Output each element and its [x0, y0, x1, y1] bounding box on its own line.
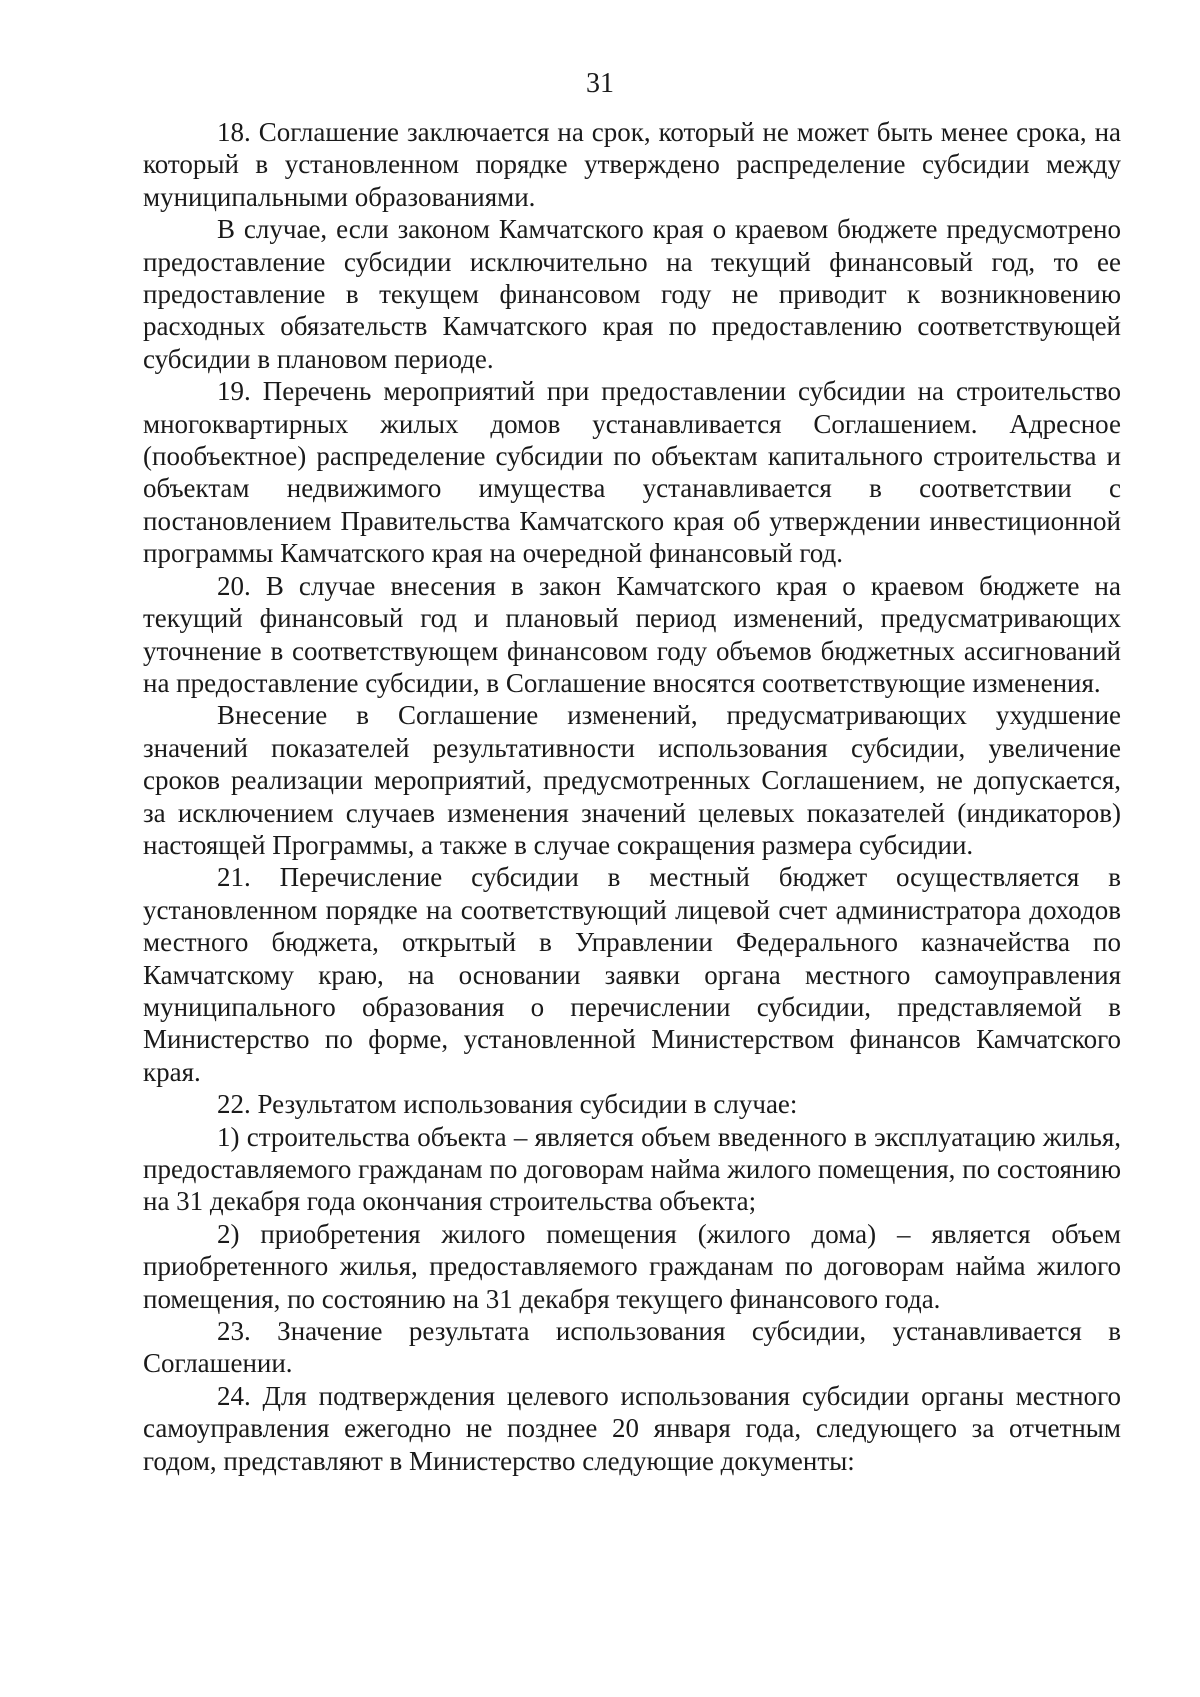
paragraph-18: 18. Соглашение заключается на срок, который не может быть менее срока, на который в установленном порядке утверждено распределение субсидии между муниципальными образованиями.	[143, 117, 1121, 212]
paragraph-21: 21. Перечисление субсидии в местный бюджет осуществляется в установленном порядке на соответствующий лицевой счет администратора доходов местного бюджета, открытый в Управлении Федерального казначейства по Камчатскому краю, на основании заявки органа местного самоуправления муниципального образования о перечислении субсидии, представляемой в Министерство по форме, установленной Министерством финансов Камчатского края.	[143, 862, 1121, 1087]
paragraph-20: 20. В случае внесения в закон Камчатского края о краевом бюджете на текущий финансовый год и плановый период изменений, предусматривающих уточнение в соответствующем финансовом году объемов бюджетных ассигнований на предоставление субсидии, в Соглашение вносятся соответствующие изменения.	[143, 570, 1121, 698]
paragraph-20-continuation: Внесение в Соглашение изменений, предусматривающих ухудшение значений показателей результативности использования субсидии, увеличение сроков реализации мероприятий, предусмотренных Соглашением, не допускается, за исключением случаев изменения значений целевых показателей (индикаторов) настоящей Программы, а также в случае сокращения размера субсидии.	[143, 700, 1121, 860]
paragraph-24: 24. Для подтверждения целевого использования субсидии органы местного самоуправления ежегодно не позднее 20 января года, следующего за отчетным годом, представляют в Министерство следующие документы:	[143, 1380, 1121, 1476]
paragraph-22: 22. Результатом использования субсидии в случае:	[217, 1089, 798, 1120]
paragraph-22-item-2: 2) приобретения жилого помещения (жилого дома) – является объем приобретенного жилья, предоставляемого гражданам по договорам найма жилого помещения, по состоянию на 31 декабря текущего финансового года.	[143, 1218, 1121, 1314]
paragraph-19: 19. Перечень мероприятий при предоставлении субсидии на строительство многоквартирных жилых домов устанавливается Соглашением. Адресное (пообъектное) распределение субсидии по объектам капитального строительства и объектам недвижимого имущества устанавливается в соответствии с постановлением Правительства Камчатского края об утверждении инвестиционной программы Камчатского края на очередной финансовый год.	[143, 376, 1121, 569]
page-number: 31	[586, 68, 614, 99]
paragraph-22-item-1: 1) строительства объекта – является объем введенного в эксплуатацию жилья, предоставляемого гражданам по договорам найма жилого помещения, по состоянию на 31 декабря года окончания строительства объекта;	[143, 1121, 1121, 1217]
paragraph-18-continuation: В случае, если законом Камчатского края о краевом бюджете предусмотрено предоставление субсидии исключительно на текущий финансовый год, то ее предоставление в текущем финансовом году не приводит к возникновению расходных обязательств Камчатского края по предоставлению соответствующей субсидии в плановом периоде.	[143, 214, 1121, 374]
paragraph-23: 23. Значение результата использования субсидии, устанавливается в Соглашении.	[143, 1316, 1121, 1379]
document-body	[143, 116, 1121, 1477]
